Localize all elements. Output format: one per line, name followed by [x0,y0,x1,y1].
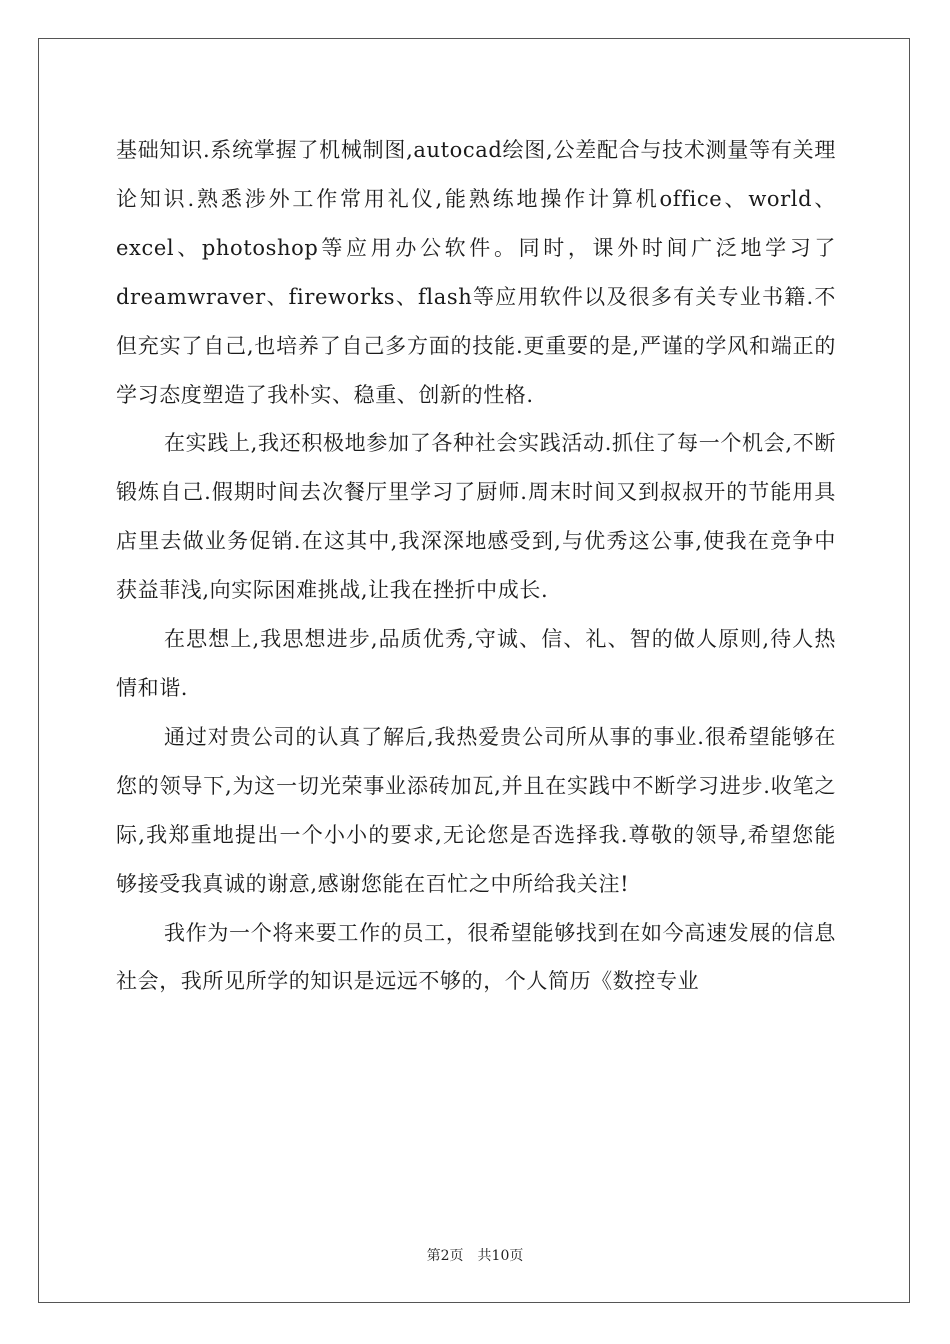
page-footer [0,1247,950,1265]
paragraph-employee: 我作为一个将来要工作的员工，很希望能够找到在如今高速发展的信息社会，我所见所学的知识是远远不够的，个人简历《数控专业 [116,920,836,994]
document-body [116,126,836,1006]
paragraph-company: 通过对贵公司的认真了解后,我热爱贵公司所从事的事业.很希望能够在您的领导下,为这一切光荣事业添砖加瓦,并且在实践中不断学习进步.收笔之际,我郑重地提出一个小小的要求,无论您是否选择我.尊敬的领导,希望您能够接受我真诚的谢意,感谢您能在百忙之中所给我关注! [116,724,836,896]
page-number: 第2页 [426,1248,464,1264]
paragraph-knowledge: 基础知识.系统掌握了机械制图,autocad绘图,公差配合与技术测量等有关理论知识.熟悉涉外工作常用礼仪,能熟练地操作计算机office、world、excel、photoshop等应用办公软件。同时，课外时间广泛地学习了dreamwraver、fireworks、flash等应用软件以及很多有关专业书籍.不但充实了自己,也培养了自己多方面的技能.更重要的是,严谨的学风和端正的学习态度塑造了我朴实、稳重、创新的性格. [116,138,836,407]
paragraph-thought: 在思想上,我思想进步,品质优秀,守诚、信、礼、智的做人原则,待人热情和谐. [116,627,836,700]
page-total: 共10页 [477,1248,524,1264]
paragraph-practice: 在实践上,我还积极地参加了各种社会实践活动.抓住了每一个机会,不断锻炼自己.假期时间去次餐厅里学习了厨师.周末时间又到叔叔开的节能用具店里去做业务促销.在这其中,我深深地感受到,与优秀这公事,使我在竞争中获益菲浅,向实际困难挑战,让我在挫折中成长. [116,431,836,603]
